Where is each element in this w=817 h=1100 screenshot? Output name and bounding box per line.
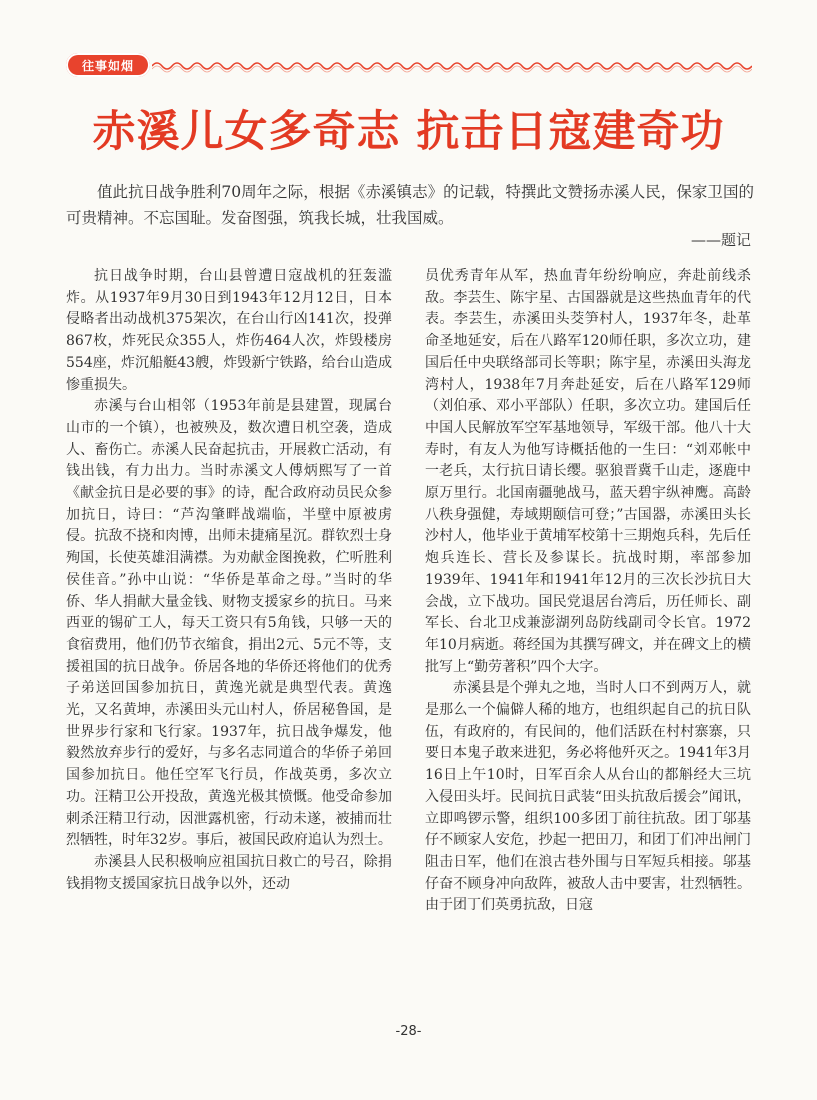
section-tag: 往事如烟 (66, 53, 150, 77)
left-column (66, 266, 392, 895)
intro-signature: ——题记 (690, 231, 751, 249)
paragraph: 赤溪县是个弹丸之地，当时人口不到两万人，就是那么一个偏僻人稀的地方，也组织起自己的抗日队伍，有政府的，有民间的，他们活跃在村村寨寨，只要日本鬼子敢来进犯，务必将他歼灭之。1941年3月16日上午10时，日军百余人从台山的都斛经大三坑入侵田头圩。民间抗日武装“田头抗敌后援会”闻讯，立即鸣锣示警，组织100多团丁前往抗敌。团丁邬基仔不顾家人安危，抄起一把田刀，和团丁们冲出闸门阻击日军，他们在浪古巷外围与日军短兵相接。邬基仔奋不顾身冲向敌阵，被敌人击中要害，壮烈牺牲。由于团丁们英勇抗敌，日寇 (425, 680, 751, 914)
paragraph: 员优秀青年从军，热血青年纷纷响应，奔赴前线杀敌。李芸生、陈宇星、古国器就是这些热血青年的代表。李芸生，赤溪田头茭笋村人，1937年冬，赴革命圣地延安，后在八路军120师任职，多次立功，建国后任中央联络部司长等职；陈宇星，赤溪田头海龙湾村人，1938年7月奔赴延安，后在八路军129师（刘伯承、邓小平部队）任职，多次立功。建国后任中国人民解放军空军基地领导，军级干部。他八十大寿时，有友人为他写诗概括他的一生曰：“刘邓帐中一老兵，太行抗日请长缨。驱狼晋冀千山走，逐鹿中原万里行。北国南疆驰战马，蓝天碧宇纵神鹰。高龄八秩身强健，寿域期颐信可登；”古国器，赤溪田头长沙村人，他毕业于黄埔军校第十三期炮兵科，先后任炮兵连长、营长及参谋长。抗战时期，率部参加1939年、1941年和1941年12月的三次长沙抗日大会战，立下战功。国民党退居台湾后，历任师长、副军长、台北卫戍兼澎湖列岛防线副司令长官。1972年10月病逝。蒋经国为其撰写碑文，并在碑文上的横批写上“勤劳著积”四个大字。 (425, 268, 751, 675)
article-intro: 值此抗日战争胜利70周年之际，根据《赤溪镇志》的记载，特撰此文赞扬赤溪人民，保家卫国的可贵精神。不忘国耻。发奋图强，筑我长城，壮我国威。 (66, 183, 754, 227)
right-column (425, 266, 751, 917)
page-number: -28- (395, 1024, 422, 1039)
paragraph: 赤溪与台山相邻（1953年前是县建置，现属台山市的一个镇），也被殃及，数次遭日机空袭，造成人、畜伤亡。赤溪人民奋起抗击，开展救亡活动，有钱出钱，有力出力。当时赤溪文人傅炳熙写了一首《献金抗日是必要的事》的诗，配合政府动员民众参加抗日，诗曰：“芦沟肇畔战端临，半壁中原被虏侵。抗敌不挠和肉博，出师未捷痛星沉。群钦烈士身殉国，长使英雄泪满襟。为劝献金图挽救，伫听胜利侯佳音。”孙中山说：“华侨是革命之母。”当时的华侨、华人捐献大量金钱、财物支援家乡的抗日。马来西亚的锡矿工人，每天工资只有5角钱，只够一天的食宿费用，他们仍节衣缩食，捐出2元、5元不等，支援祖国的抗日战争。侨居各地的华侨还将他们的优秀子弟送回国参加抗日，黄逸光就是典型代表。黄逸光，又名黄坤，赤溪田头元山村人，侨居秘鲁国，是世界步行家和飞行家。1937年，抗日战争爆发，他毅然放弃步行的爱好，与多名志同道合的华侨子弟回国参加抗日。他任空军飞行员，作战英勇，多次立功。汪精卫公开投敌，黄逸光极其愤慨。他受命参加刺杀汪精卫行动，因泄露机密，行动未遂，被捕而壮烈牺牲，时年32岁。事后，被国民政府追认为烈士。 (66, 398, 392, 849)
paragraph: 抗日战争时期，台山县曾遭日寇战机的狂轰滥炸。从1937年9月30日到1943年12月12日，日本侵略者出动战机375架次，在台山行凶141次，投弹867枚，炸死民众355人，炸伤464人次，炸毁楼房554座，炸沉船艇43艘，炸毁新宁铁路，给台山造成惨重损失。 (66, 268, 392, 393)
paragraph: 赤溪县人民积极响应祖国抗日救亡的号召，除捐钱捐物支援国家抗日战争以外，还动 (66, 853, 392, 892)
article-headline: 赤溪儿女多奇志 抗击日寇建奇功 (92, 107, 725, 157)
decorative-wave-divider (152, 58, 752, 74)
